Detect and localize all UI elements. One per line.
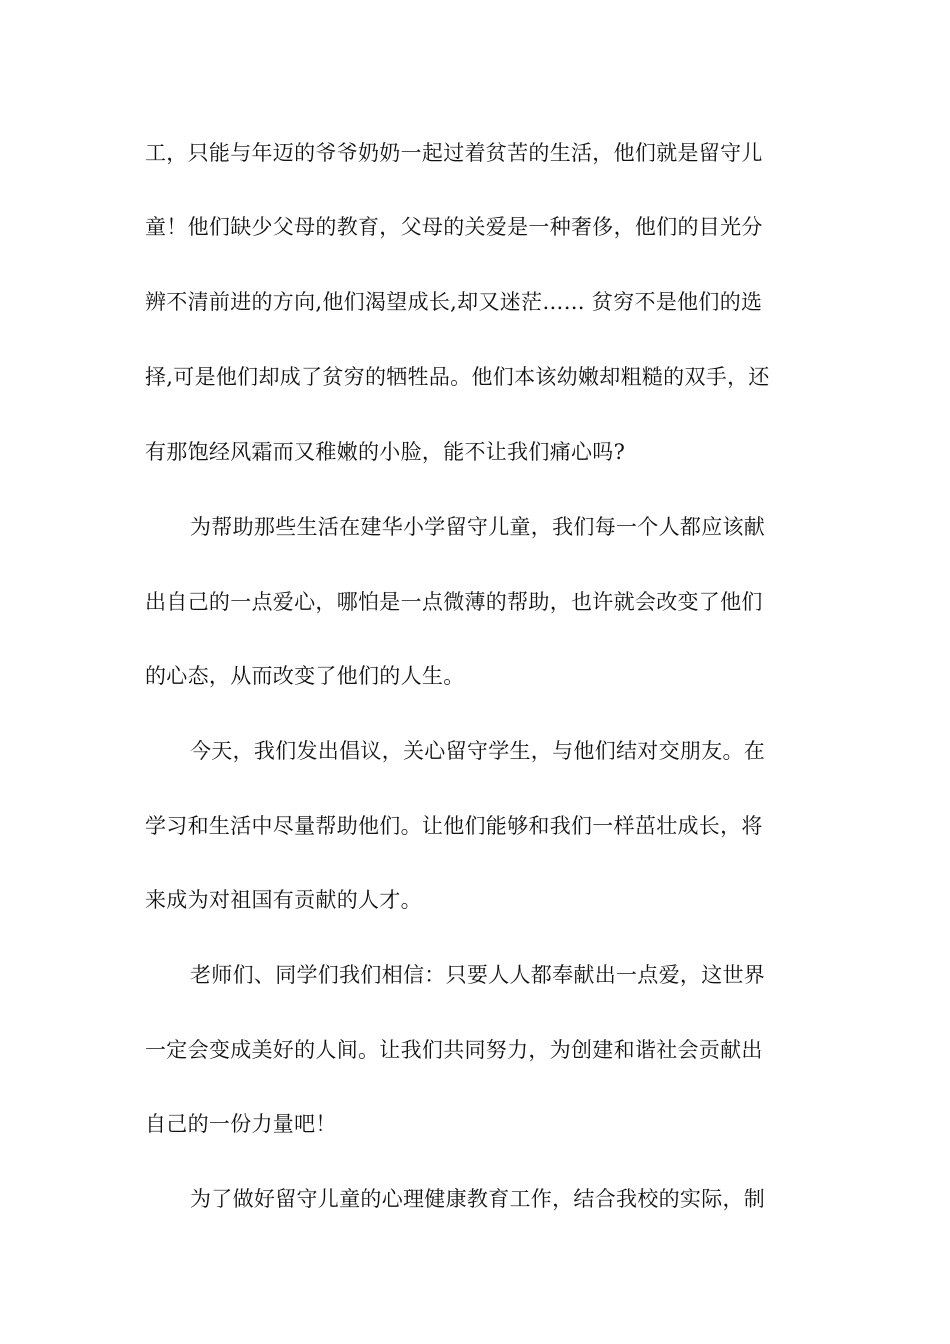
text-line: 出自己的一点爱心，哪怕是一点微薄的帮助，也许就会改变了他们 xyxy=(145,590,763,614)
text-line: 为了做好留守儿童的心理健康教育工作，结合我校的实际，制 xyxy=(190,1187,766,1211)
text-line: 辨不清前进的方向,他们渴望成长,却又迷茫…… 贫穷不是他们的选 xyxy=(145,290,763,314)
text-line: 学习和生活中尽量帮助他们。让他们能够和我们一样茁壮成长，将 xyxy=(145,814,763,838)
text-line: 今天，我们发出倡议，关心留守学生，与他们结对交朋友。在 xyxy=(190,739,766,763)
text-line: 工，只能与年迈的爷爷奶奶一起过着贫苦的生活，他们就是留守儿 xyxy=(145,141,763,165)
text-line: 有那饱经风霜而又稚嫩的小脸，能不让我们痛心吗? xyxy=(145,440,626,464)
text-line: 来成为对祖国有贡献的人才。 xyxy=(145,888,422,912)
text-line: 自己的一份力量吧！ xyxy=(145,1112,337,1136)
text-line: 的心态，从而改变了他们的人生。 xyxy=(145,664,465,688)
text-line: 老师们、同学们我们相信：只要人人都奉献出一点爱，这世界 xyxy=(190,963,766,987)
text-line: 童！他们缺少父母的教育，父母的关爱是一种奢侈，他们的目光分 xyxy=(145,215,763,239)
text-line: 一定会变成美好的人间。让我们共同努力，为创建和谐社会贡献出 xyxy=(145,1038,763,1062)
text-line: 择,可是他们却成了贫穷的牺牲品。他们本该幼嫩却粗糙的双手，还 xyxy=(145,365,770,389)
text-line: 为帮助那些生活在建华小学留守儿童，我们每一个人都应该献 xyxy=(190,515,766,539)
